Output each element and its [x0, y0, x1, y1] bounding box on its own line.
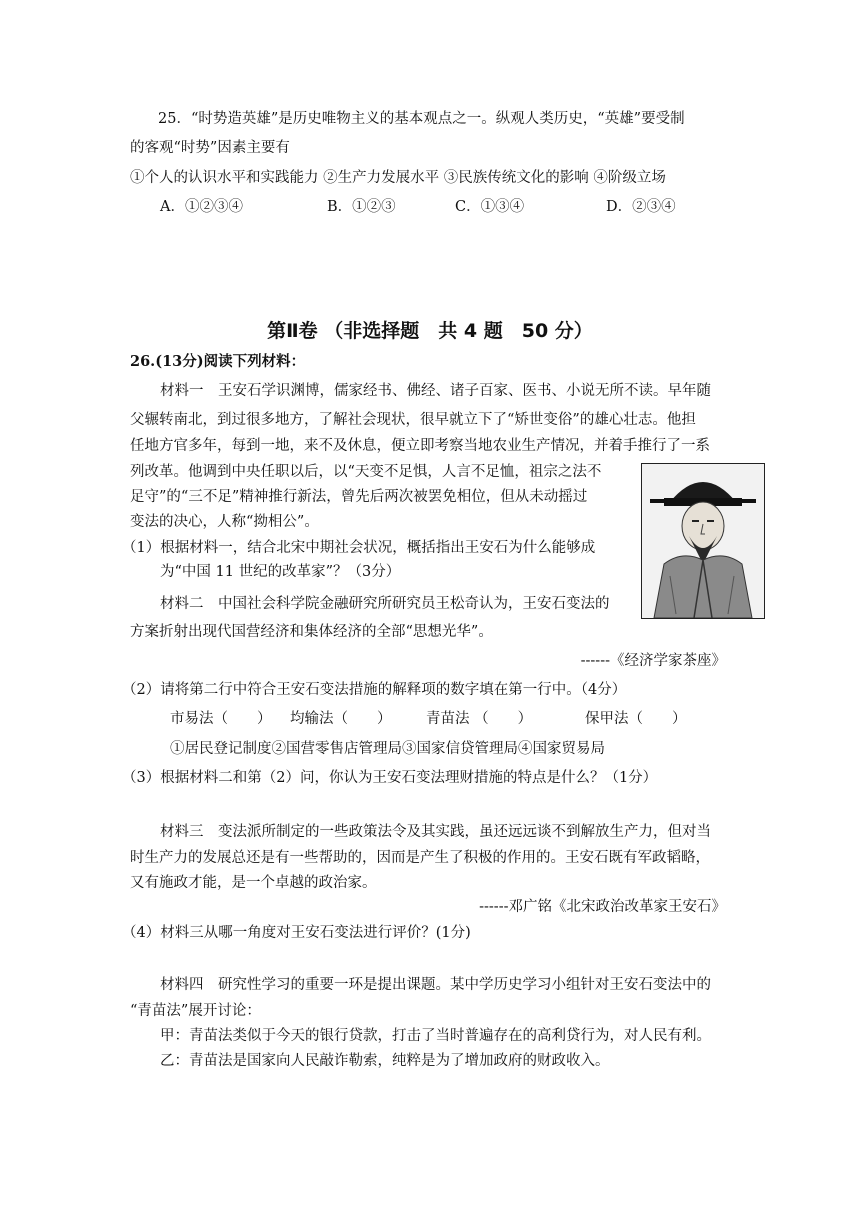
option-b: B．①②③	[327, 199, 396, 215]
material1-line4: 列改革。他调到中央任职以后，以“天变不足惧，人言不足恤，祖宗之法不	[130, 464, 602, 480]
material1-line2: 父辗转南北，到过很多地方，了解社会现状，很早就立下了“矫世变俗”的雄心壮志。他担	[130, 412, 696, 428]
sub-question-1-line2: 为“中国 11 世纪的改革家”？（3分）	[160, 564, 401, 580]
opinion-jia: 甲：青苗法类似于今天的银行贷款，打击了当时普遍存在的高利贷行为，对人民有利。	[160, 1028, 711, 1044]
material3-line3: 又有施政才能，是一个卓越的政治家。	[130, 875, 377, 891]
sub-question-2: （2）请将第二行中符合王安石变法措施的解释项的数字填在第一行中。（4分）	[122, 682, 627, 698]
portrait-image	[642, 464, 764, 618]
material2-line1: 材料二 中国社会科学院金融研究所研究员王松奇认为，王安石变法的	[160, 596, 610, 612]
wang-anshi-portrait	[641, 463, 765, 619]
sub-question-1-line1: （1）根据材料一，结合北宋中期社会状况，概括指出王安石为什么能够成	[122, 540, 596, 556]
option-c: C．①③④	[455, 199, 525, 215]
opinion-yi: 乙：青苗法是国家向人民敲诈勒索，纯粹是为了增加政府的财政收入。	[160, 1053, 610, 1069]
explanation-choices: ①居民登记制度②国营零售店管理局③国家信贷管理局④国家贸易局	[170, 741, 605, 757]
material1-line3: 任地方官多年，每到一地，来不及休息，便立即考察当地农业生产情况，并着手推行了一系	[130, 438, 710, 454]
q25-line1: 25．“时势造英雄”是历史唯物主义的基本观点之一。纵观人类历史，“英雄”要受制	[158, 111, 685, 127]
option-d: D．②③④	[606, 199, 676, 215]
material2-source: ------《经济学家茶座》	[580, 653, 726, 669]
material1-line1: 材料一 王安石学识渊博，儒家经书、佛经、诸子百家、医书、小说无所不读。早年随	[160, 383, 711, 399]
sub-question-4: （4）材料三从哪一角度对王安石变法进行评价？(1分)	[122, 925, 471, 941]
q26-header: 26.(13分)阅读下列材料：	[130, 353, 306, 370]
option-a: A．①②③④	[160, 199, 243, 215]
material4-line2: “青苗法”展开讨论：	[130, 1003, 261, 1019]
material3-source: ------邓广铭《北宋政治改革家王安石》	[479, 899, 726, 915]
blank-baojiafa: 保甲法（ ）	[585, 711, 687, 727]
material1-line6: 变法的决心，人称“拗相公”。	[130, 514, 319, 530]
q25-line2: 的客观“时势”因素主要有	[130, 140, 290, 156]
section-title: 第Ⅱ卷 （非选择题 共 4 题 50 分）	[267, 320, 593, 342]
material1-line5: 足守”的“三不足”精神推行新法，曾先后两次被罢免相位，但从未动摇过	[130, 489, 588, 505]
blank-qingmiaofa: 青苗法 （ ）	[426, 711, 533, 727]
material2-line2: 方案折射出现代国营经济和集体经济的全部“思想光华”。	[130, 624, 493, 640]
material3-line2: 时生产力的发展总还是有一些帮助的，因而是产生了积极的作用的。王安石既有军政韬略，	[130, 850, 710, 866]
blank-junshufa: 均输法（ ）	[290, 711, 392, 727]
material3-line1: 材料三 变法派所制定的一些政策法令及其实践，虽还远远谈不到解放生产力，但对当	[160, 824, 711, 840]
material4-line1: 材料四 研究性学习的重要一环是提出课题。某中学历史学习小组针对王安石变法中的	[160, 977, 711, 993]
q25-line3: ①个人的认识水平和实践能力 ②生产力发展水平 ③民族传统文化的影响 ④阶级立场	[130, 170, 666, 186]
blank-shiyifa: 市易法（ ）	[170, 711, 272, 727]
sub-question-3: （3）根据材料二和第（2）问，你认为王安石变法理财措施的特点是什么？（1分）	[122, 770, 658, 786]
